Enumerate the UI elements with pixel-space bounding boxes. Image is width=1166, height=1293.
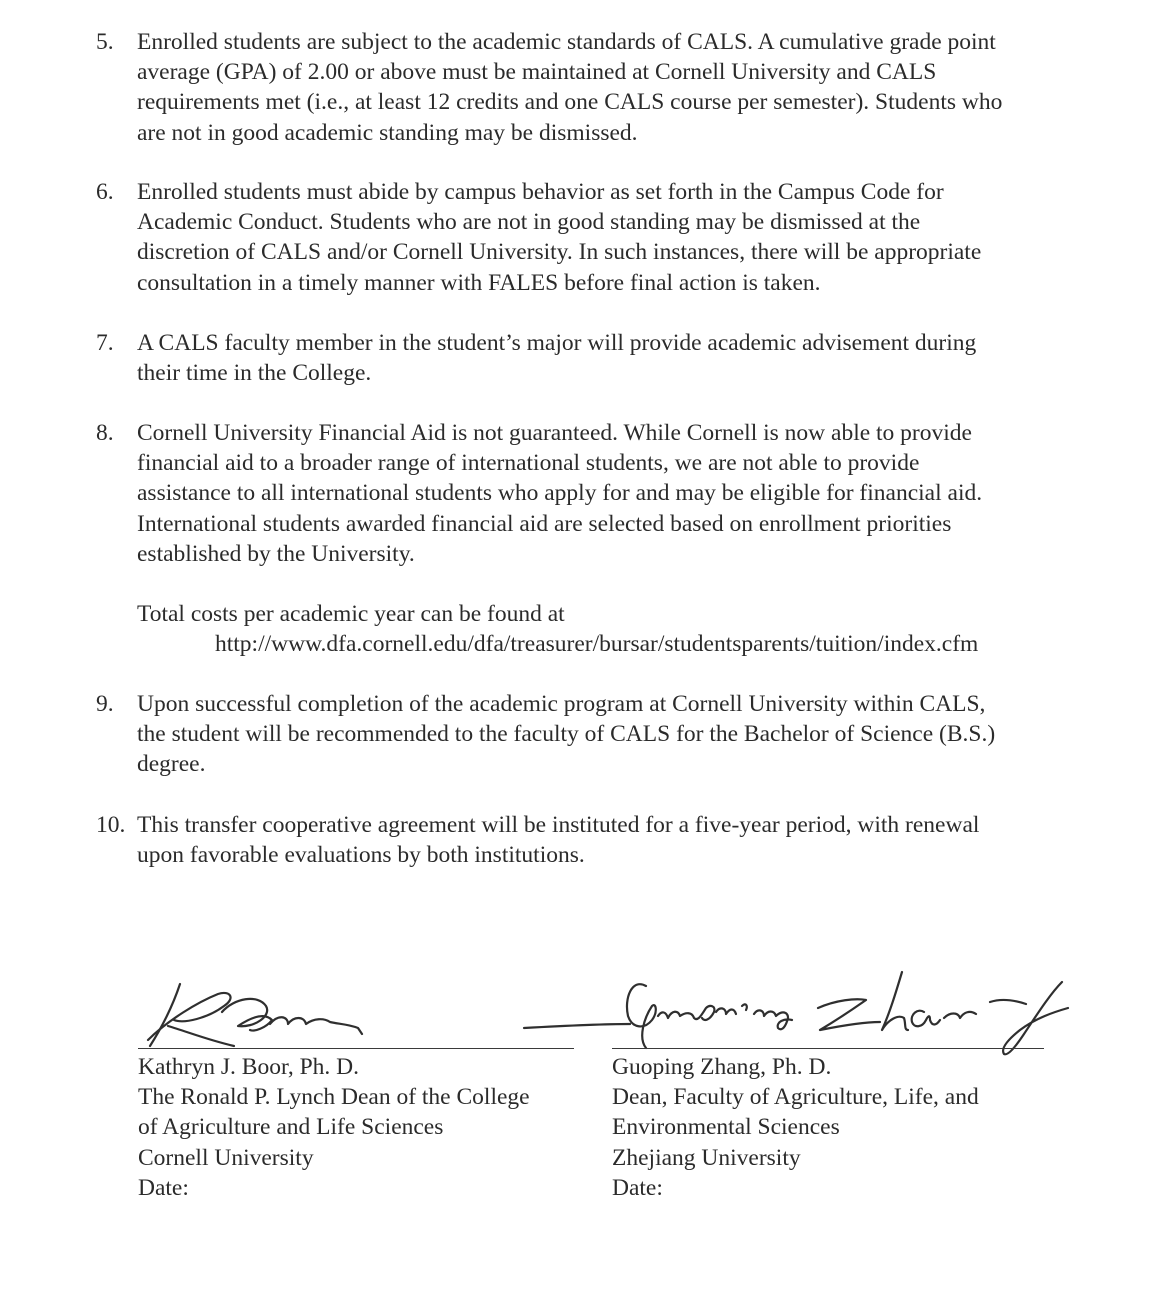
clause-number: 9. (96, 691, 114, 717)
clause-line: average (GPA) of 2.00 or above must be maintained at Cornell University and CALS (137, 59, 937, 86)
signatory-zhejiang (612, 1052, 979, 1203)
clause-text (137, 418, 1126, 569)
clause-line: the student will be recommended to the faculty of CALS for the Bachelor of Science (B.S.) (137, 721, 996, 748)
tuition-costs-text: Total costs per academic year can be found at (137, 601, 565, 627)
clause-line: Upon successful completion of the academic program at Cornell University within CALS, (137, 691, 986, 717)
clause-line: financial aid to a broader range of international students, we are not able to provide (137, 450, 920, 477)
date-label: Date: (138, 1174, 189, 1201)
signature-line (612, 1048, 1044, 1049)
clause-line: assistance to all international students who apply for and may be eligible for financial aid. (137, 480, 983, 507)
clause-line: established by the University. (137, 540, 415, 567)
clause-line: upon favorable evaluations by both institutions. (137, 842, 585, 869)
tuition-url: http://www.dfa.cornell.edu/dfa/treasurer/bursar/studentsparents/tuition/index.cfm (215, 631, 979, 658)
clause-line: Cornell University Financial Aid is not guaranteed. While Cornell is now able to provide (137, 420, 972, 446)
signatory-institution: Zhejiang University (612, 1144, 801, 1171)
signatory-cornell (138, 1052, 530, 1203)
signatory-name: Guoping Zhang, Ph. D. (612, 1054, 832, 1080)
clause-line: Enrolled students must abide by campus behavior as set forth in the Campus Code for (137, 179, 944, 205)
clause-line: requirements met (i.e., at least 12 credits and one CALS course per semester). Students who (137, 89, 1003, 116)
clause-line: consultation in a timely manner with FALES before final action is taken. (137, 269, 821, 296)
clause-line: International students awarded financial aid are selected based on enrollment priorities (137, 510, 952, 537)
clause-line: This transfer cooperative agreement will be instituted for a five-year period, with renewal (137, 812, 980, 838)
handwritten-signature-boor (138, 972, 388, 1054)
clause-line: Academic Conduct. Students who are not in good standing may be dismissed at the (137, 209, 921, 236)
date-label: Date: (612, 1174, 663, 1201)
signatory-title-line: Environmental Sciences (612, 1114, 840, 1141)
clause-text (137, 689, 1126, 780)
handwritten-signature-zhang (520, 956, 1080, 1066)
clause-text (137, 27, 1126, 148)
clause-line: degree. (137, 751, 206, 778)
signatory-title-line: Dean, Faculty of Agriculture, Life, and (612, 1084, 979, 1111)
signatory-title-line: The Ronald P. Lynch Dean of the College (138, 1084, 530, 1111)
clause-line: Enrolled students are subject to the academic standards of CALS. A cumulative grade point (137, 29, 996, 55)
clause-text (137, 328, 1126, 388)
clause-text (137, 810, 1126, 870)
signatory-title-line: of Agriculture and Life Sciences (138, 1114, 444, 1141)
clause-line: their time in the College. (137, 360, 372, 387)
signature-line (138, 1048, 574, 1049)
clause-number: 7. (96, 330, 114, 356)
clause-line: A CALS faculty member in the student’s major will provide academic advisement during (137, 330, 977, 356)
clause-line: discretion of CALS and/or Cornell University. In such instances, there will be appropriate (137, 239, 982, 266)
clause-number: 8. (96, 420, 114, 446)
clause-number: 10. (96, 812, 126, 838)
clause-line: are not in good academic standing may be dismissed. (137, 119, 638, 146)
clause-number: 6. (96, 179, 114, 205)
clause-number: 5. (96, 29, 114, 55)
signatory-institution: Cornell University (138, 1144, 314, 1171)
signatory-name: Kathryn J. Boor, Ph. D. (138, 1054, 360, 1080)
clause-text (137, 177, 1126, 298)
